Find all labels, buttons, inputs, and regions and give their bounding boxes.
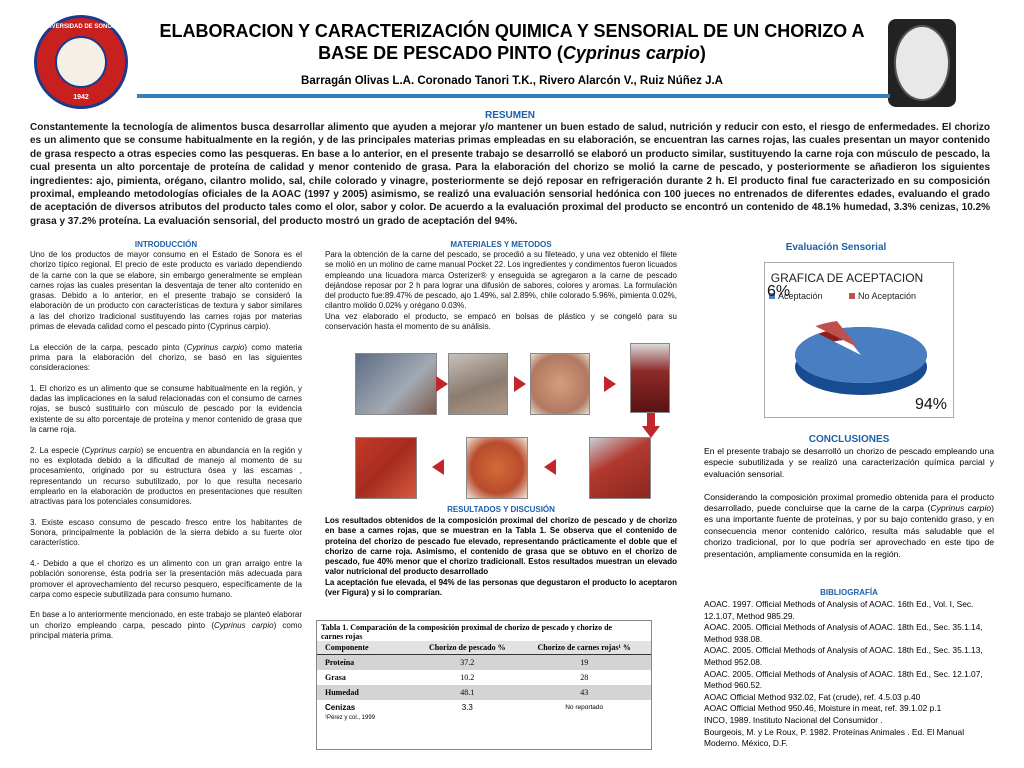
photo-chorizo-bag: [589, 437, 651, 499]
concl-p2-species: Cyprinus carpio: [930, 503, 992, 514]
conclusiones-heading: CONCLUSIONES: [808, 434, 890, 445]
arrow-left-icon: [432, 459, 444, 475]
seal-ring-text: UNIVERSIDAD DE SONORA: [41, 24, 121, 30]
materiales-heading: MATERIALES Y METODOS: [450, 240, 552, 249]
table-cell-pescado: 10.2: [460, 673, 475, 682]
resultados-paragraph-2: La aceptación fue elevada, el 94% de las personas que degustaron el producto lo aceptaron (ver Figura) y si lo comprarían.: [325, 577, 677, 598]
photo-blender: [630, 343, 670, 413]
resumen-text: Constantemente la tecnología de alimentos busca desarrollar alimento que ayuden a mejorar y/o mantener un buen estado de salud, nutrición y reducir con esto, el riesgo de enfermedades. El chorizo es un alimento que se consume habitualmente en la región, y de las principales materias primas empleadas en su elaboración, se encuentran las carnes rojas, las cuales presentan un mayor contenido de grasa respecto a otras especies como las pesqueras. En base a lo anterior, en el presente trabajo se desarrolló se elaboró un producto similar, sustituyendo la carne roja con músculo de pescado, la cual presenta un alto porcentaje de proteína de calidad y menor contenido de grasa. Para la elaboración del chorizo se molió la carne de pescado, y posteriormente se añadieron los siguientes ingredientes: ajo, pimienta, orégano, cilantro molido, sal, chile colorado y vinagre, posteriormente se dejó reposar en refrigeración durante 2 h. El producto final fue caracterizado en su composición proximal, empleando metodologías oficiales de la AOAC (1997 y 2005) asimismo, se realizó una evaluación sensorial hedónica con 100 jueces no entrenados de diferentes edades, evaluando el grado de aceptación de diversos atributos del producto tales como el olor, sabor y color. De acuerdo a la evaluación proximal del producto se encontró un contenido de 48.1% humedad, 3.3% cenizas, 10.2% grasa y 37.2% proteína. La evaluación sensorial, del producto mostró un grado de aceptación del 94%.: [30, 122, 990, 227]
intro-p2-post: ) como materia prima para la elaboración del chorizo, se basó en las siguientes consideraciones:: [30, 342, 303, 373]
pie-label-no-aceptacion: 6%: [767, 283, 791, 300]
photo-chorizo-tray: [355, 437, 417, 499]
table-cell-name: Humedad: [317, 685, 417, 700]
table-cell-rojas: 43: [517, 685, 651, 700]
intro-p7-species: Cyprinus carpio: [214, 620, 274, 630]
table-cell-pescado: 48.1: [417, 685, 517, 700]
intro-p4-post: ) se encuentra en abundancia en la región y no es explotada debido a la dificultad de manejo al momento de su procesamiento, originado por su estructura ósea y las escamas , representando un recurso subutilizado, por lo que resulta necesario emplearlo en la elaboración de productos en presentaciones que resulten atractivas para los potenciales consumidores.: [30, 445, 302, 507]
table-header-rojas: Chorizo de carnes rojas¹ %: [517, 641, 651, 655]
resultados-heading: RESULTADOS Y DISCUSIÓN: [447, 505, 555, 514]
evaluacion-heading: Evaluación Sensorial: [785, 242, 887, 253]
bib-item: AOAC. 2005. Official Methods of Analysis of AOAC. 18th Ed., Sec. 35.1.14, Method 938.08.: [704, 622, 983, 644]
intro-paragraph-6: 4.- Debido a que el chorizo es un alimento con un gran arraigo entre la población sonorense, ésta podría ser la presentación más adecuada para promover el aprovechamiento del recurso pesquero, específicamente de la carpa como especie subutilizada para consumo humano.: [30, 558, 302, 599]
photo-ground-fish: [530, 353, 590, 415]
arrow-down-stem: [647, 413, 655, 427]
table-cell-pescado: 37.2: [417, 655, 517, 671]
photo-chorizo-plate: [466, 437, 528, 499]
table-row: [317, 655, 651, 671]
materiales-paragraph-1: Para la obtención de la carne del pescado, se procedió a su fileteado, y una vez obtenido el filete se molió en un molino de carne manual Pocket 22. Los ingredientes y condimentos fueron licuados empleando una licuadora marca Osterizer® y enseguida se agregaron a la carne de pescado dejándose reposar por 2 h para lograr una difusión de sabores, colores y aromas. La formulación del producto fue:89.47% de pescado, ajo 1.49%, sal 2.89%, chile colorado 5.96%, pimienta 0.02%, cilantro molido 0.02% y orégano 0.03%.: [325, 250, 677, 311]
header-divider: [137, 94, 890, 98]
table-cell-pescado: 3.3: [461, 703, 473, 712]
intro-paragraph-4: [30, 446, 302, 508]
acceptance-chart: [764, 262, 954, 418]
title-line-2-post: ): [699, 43, 706, 63]
pie-slice-aceptacion: [795, 327, 927, 383]
intro-p4-pre: 2. La especie (: [30, 445, 85, 455]
table-cell-name: Cenizas: [325, 703, 356, 712]
table-caption: Tabla 1. Comparación de la composición proximal de chorizo de pescado y chorizo de carnes rojas: [321, 623, 613, 641]
table-cell-name: Grasa: [325, 673, 346, 682]
bib-item: AOAC. 2005. Official Methods of Analysis of AOAC. 18th Ed., Sec. 35.1.13, Method 952.08.: [704, 645, 983, 667]
photo-filleting: [355, 353, 437, 415]
conclusiones-paragraph-2: [704, 492, 994, 560]
table-header-row: [317, 641, 651, 655]
resumen-heading: RESUMEN: [484, 110, 535, 121]
bib-item: AOAC. 1997. Official Methods of Analysis of AOAC. 16th Ed., Vol. I, Sec. 12.1.07, Method 985.29.: [704, 599, 974, 621]
title-line-2: [150, 42, 874, 64]
bib-item: Bourgeois, M. y Le Roux, P. 1982. Proteínas Animales . Ed. El Manual Moderno. México, D.F.: [704, 726, 965, 749]
composition-table-grid: [317, 641, 651, 715]
title-line-2-pre: BASE DE PESCADO PINTO (: [318, 43, 563, 63]
arrow-right-icon: [436, 376, 448, 392]
bib-item: AOAC. 2005. Official Methods of Analysis of AOAC. 18th Ed., Sec. 12.1.07, Method 960.52.: [704, 668, 983, 691]
concl-p2-post: ) es una importante fuente de proteínas, y por su bajo contenido graso, y en consecuencia menor contenido calórico, resulta más saludable que el chorizo tradicional, por lo que podría ser aprovechado en este tipo de presentación, ampliamente consumida en la región.: [704, 503, 995, 559]
universidad-de-sonora-seal: [34, 15, 128, 109]
materiales-text: [325, 250, 677, 343]
intro-p4-species: Cyprinus carpio: [84, 445, 141, 455]
seal-year: 1942: [73, 94, 89, 101]
bibliografia-heading: BIBLIOGRAFÍA: [820, 588, 878, 597]
photo-fish-fillets: [448, 353, 508, 415]
composition-table: [316, 620, 652, 750]
bibliografia-list: [704, 599, 994, 750]
intro-paragraph-5: 3. Existe escaso consumo de pescado fresco entre los habitantes de Sonora, principalmente la población de la sierra debido a su fuerte olor característico.: [30, 517, 302, 548]
conclusiones-text: [704, 446, 994, 571]
table-header-pescado: Chorizo de pescado %: [417, 641, 517, 655]
intro-paragraph-7: [30, 610, 302, 641]
table-cell-rojas: 28: [580, 673, 589, 682]
acceptance-pie-svg: [765, 263, 955, 419]
authors: Barragán Olivas L.A. Coronado Tanori T.K., Rivero Alarcón V., Ruiz Núñez J.A: [301, 75, 723, 87]
intro-paragraph-3: 1. El chorizo es un alimento que se consume habitualmente en la región, y dadas las implicaciones en la salud relacionadas con el consumo de carnes rojas, se buscó sustituirlo con músculo de pescado por la evidencia existente de su alto porcentaje de proteína y menor contenido de grasa que la carne roja.: [30, 383, 302, 435]
table-cell-rojas: 19: [517, 655, 651, 671]
intro-paragraph-1: Uno de los productos de mayor consumo en el Estado de Sonora es el chorizo típico regional. El precio de este producto es variado dependiendo de la carne con la que se elabore, sin embargo generalmente se emplean carnes rojas las cuales presentan la desventaja de tener alto contenido en grasas. Debido a lo anterior, en el presente trabajo se consideró la elaboración de un producto con características de textura y sabor similares a las del chorizo tradicional sustituyendo las carnes rojas por materias primas de elevada calidad como el pescado pinto (Cyprinus carpio).: [30, 250, 302, 332]
introduccion-heading: INTRODUCCIÓN: [134, 240, 198, 249]
bib-item: INCO, 1989. Instituto Nacional del Consumidor .: [704, 714, 883, 725]
seal-emblem: [55, 36, 107, 88]
title-line-1: ELABORACION Y CARACTERIZACIÓN QUIMICA Y SENSORIAL DE UN CHORIZO A: [159, 21, 865, 41]
legend-label-no-aceptacion: No Aceptación: [858, 291, 917, 301]
pie-slices: [795, 321, 927, 395]
department-seal: [888, 19, 956, 107]
table-cell-name: Proteína: [317, 655, 417, 671]
conclusiones-paragraph-1: En el presente trabajo se desarrolló un chorizo de pescado empleando una especie subutilizada y se realizó una caracterización química parcial y evaluación sensorial.: [704, 446, 994, 479]
table-header-componente: Componente: [317, 641, 417, 655]
table-row: [317, 700, 651, 715]
chart-title: GRAFICA DE ACEPTACION: [770, 271, 924, 285]
arrow-right-icon: [604, 376, 616, 392]
intro-p2-species: Cyprinus carpio: [186, 342, 245, 352]
bib-item: AOAC Official Method 950.46, Moisture in meat, ref. 39.1.02 p.1: [704, 703, 942, 714]
table-footnote: ¹Pérez y col., 1999: [325, 715, 376, 721]
arrow-left-icon: [544, 459, 556, 475]
department-seal-emblem: [894, 25, 950, 101]
introduccion-text: [30, 250, 302, 652]
table-row: [317, 670, 651, 685]
intro-p7-pre: En base a lo anteriormente mencionado, en este trabajo se planteó elaborar un chorizo empleando carpa, pescado pinto (: [30, 610, 302, 630]
table-cell-rojas: No reportado: [565, 704, 604, 711]
intro-paragraph-2: [30, 343, 302, 374]
legend-label-aceptacion: Aceptación: [778, 291, 823, 301]
intro-p7-post: ) como principal materia prima.: [30, 620, 302, 640]
pie-label-aceptacion: 94%: [915, 396, 948, 413]
title-species-name: Cyprinus carpio: [562, 43, 700, 63]
concl-p2-pre: Considerando la composición proximal promedio obtenida para el producto desarrollado, puede concluirse que la carne de la carpa (: [704, 491, 994, 514]
materiales-paragraph-2: Una vez elaborado el producto, se empacó en bolsas de plástico y se congeló para su conservación hasta el momento de su análisis.: [325, 311, 677, 332]
intro-p2-pre: La elección de la carpa, pescado pinto (: [30, 342, 187, 352]
poster-title: [150, 20, 874, 64]
resultados-text: [325, 516, 677, 598]
table-row: [317, 685, 651, 700]
resultados-paragraph-1: Los resultados obtenidos de la composición proximal del chorizo de pescado y de chorizo en base a carnes rojas, que se muestran en la Tabla 1. Se observa que el contenido de proteína del chorizo de pescado fue elevado, representando prácticamente el doble que el chorizo de carne roja. Asimismo, el contenido de grasa que se obtuvo en el chorizo de pescado, fue 40% menor que el chorizo tradicionall. Estos resultados muestran un elevado valor nutricional del producto desarrollado: [325, 516, 677, 577]
legend-swatch-no-aceptacion: [849, 293, 855, 299]
arrow-right-icon: [514, 376, 526, 392]
bib-item: AOAC Official Method 932.02, Fat (crude), ref. 4.5.03 p.40: [704, 691, 921, 702]
